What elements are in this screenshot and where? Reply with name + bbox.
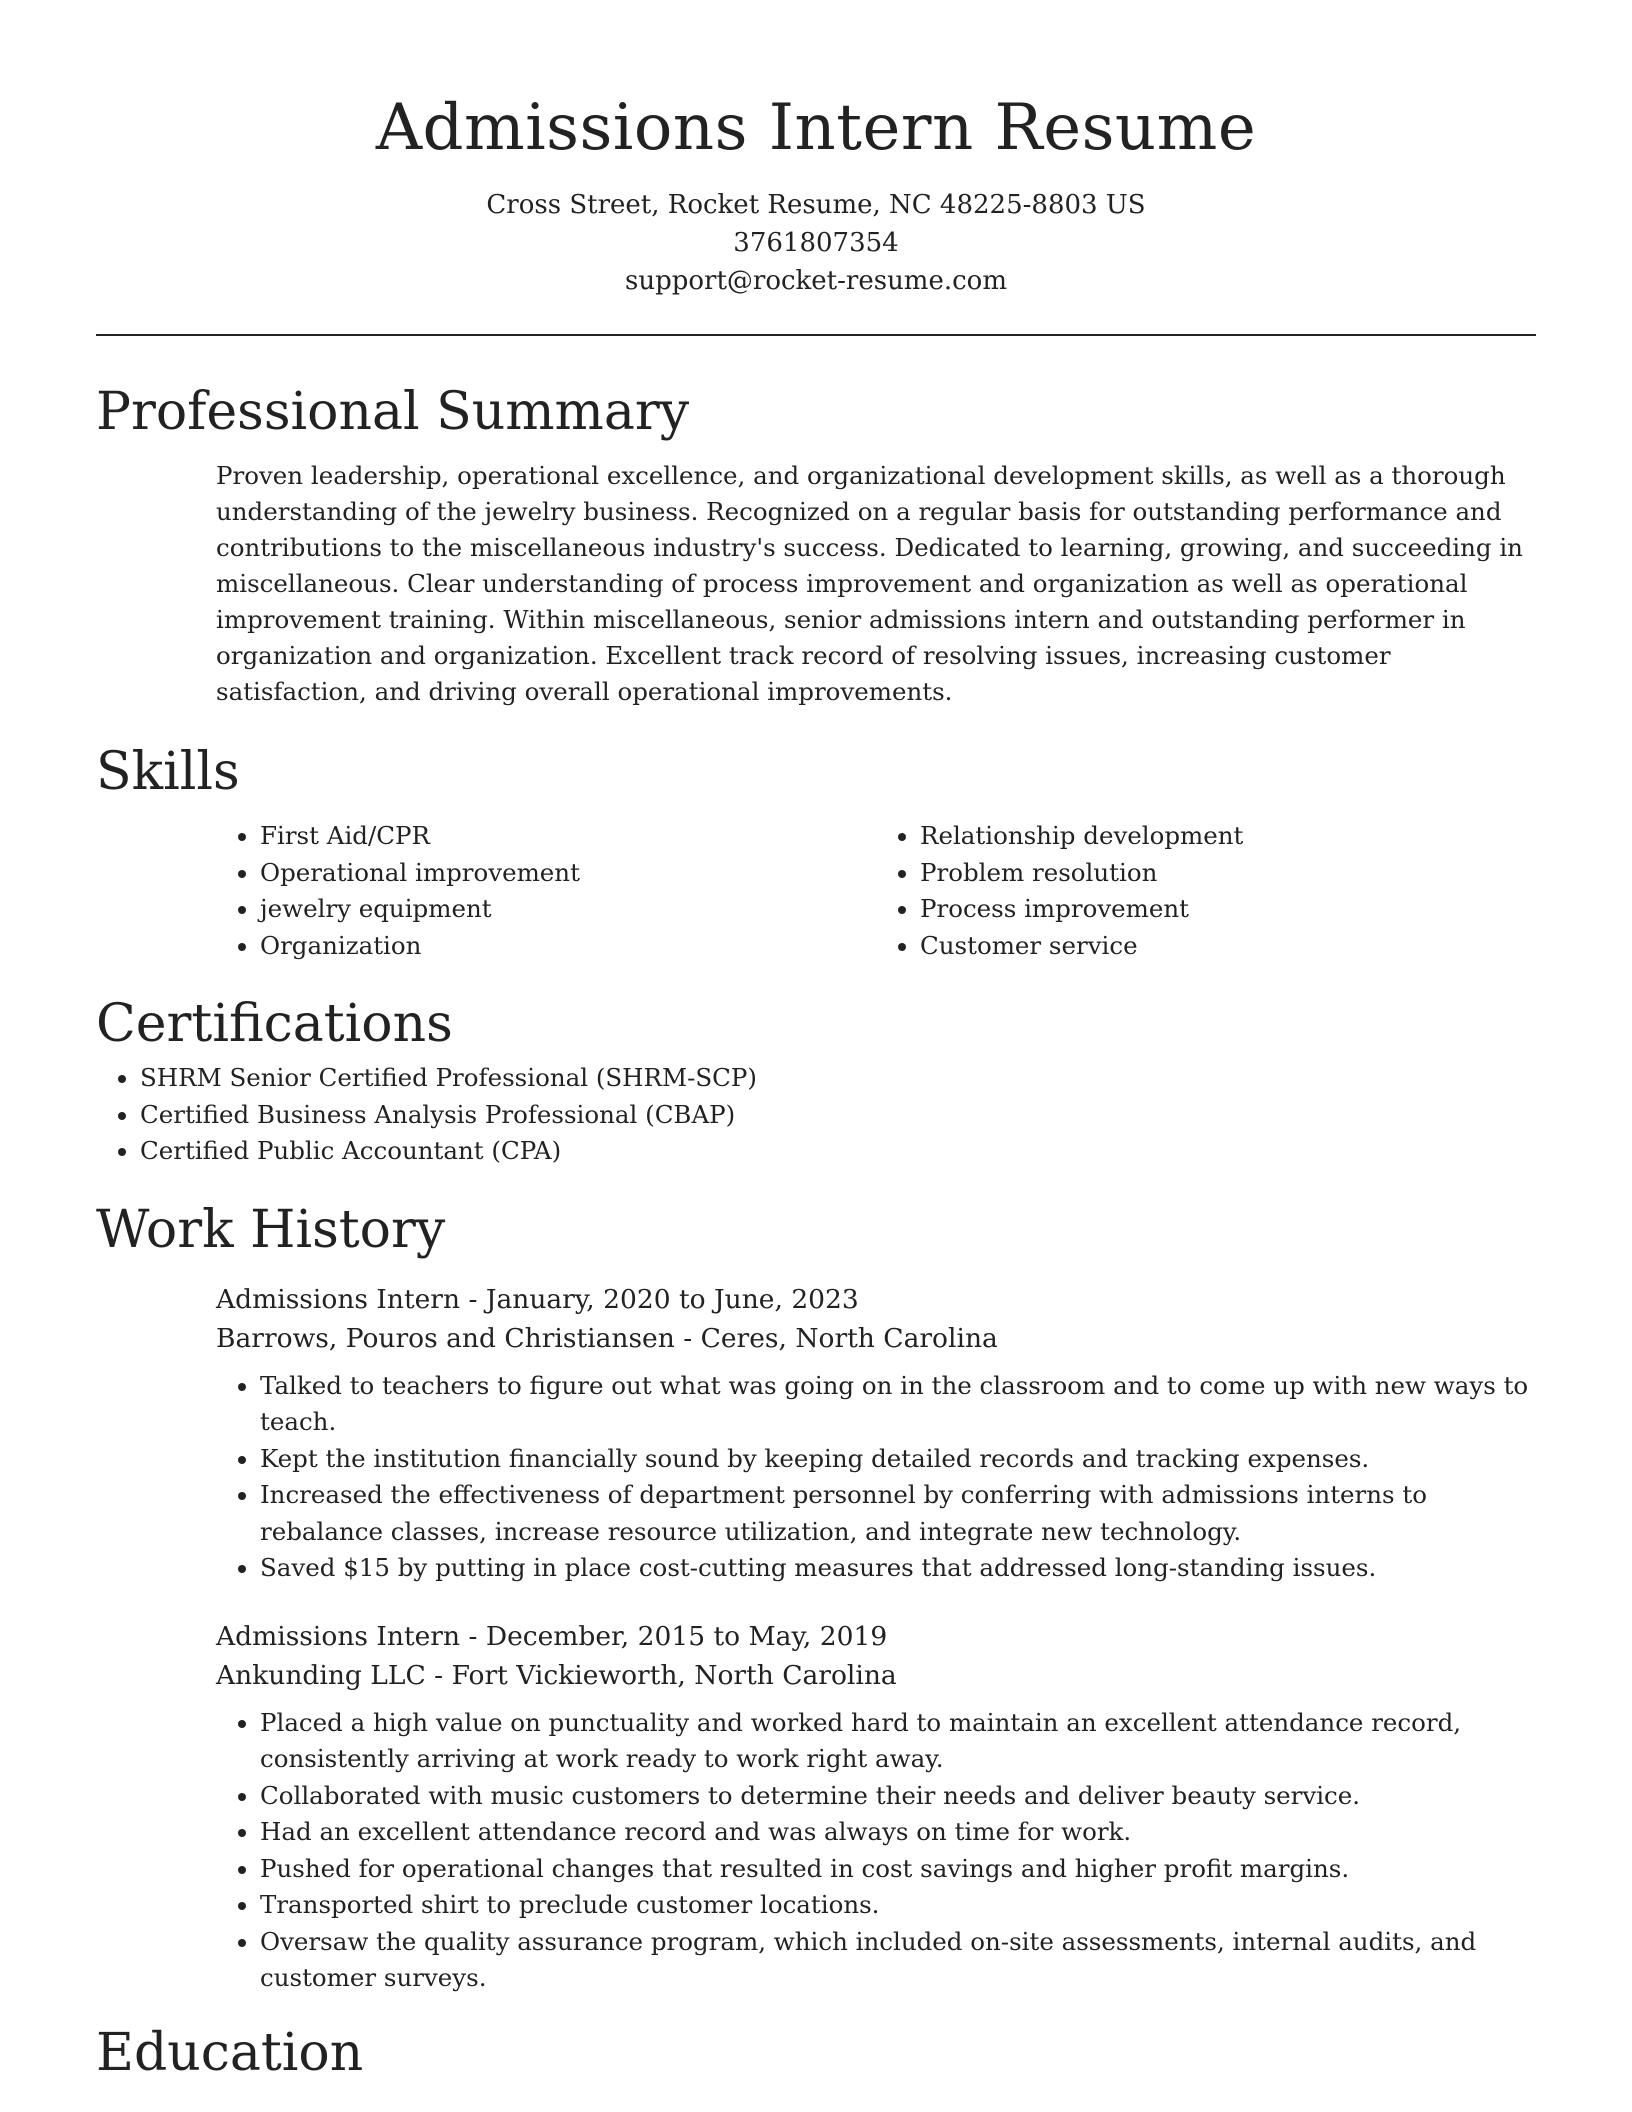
- job-bullets: [216, 1705, 1536, 1997]
- email-text: support@rocket-resume.com: [624, 266, 1007, 296]
- job-bullet: • Increased the effectiveness of department personnel by conferring with admissions interns to rebalance classes, increase resource utilization, and integrate new technology.: [260, 1477, 1536, 1550]
- skills-list-right: [876, 818, 1536, 964]
- job-company-line: Ankunding LLC - Fort Vickieworth, North Carolina: [216, 1659, 897, 1691]
- skill-item: • jewelry equipment: [260, 891, 876, 928]
- job-title-line: Admissions Intern - January, 2020 to June, 2023: [216, 1283, 859, 1315]
- job-title-line: Admissions Intern - December, 2015 to May, 2019: [216, 1620, 888, 1652]
- summary-text: Proven leadership, operational excellence, and organizational development skills, as well as a thorough understanding of the jewelry business. Recognized on a regular basis for outstanding performance and contributions to the miscellaneous industry's success. Dedicated to learning, growing, and succeeding in miscellaneous. Clear understanding of process improvement and organization as well as operational improvement training. Within miscellaneous, senior admissions intern and outstanding performer in organization and organization. Excellent track record of resolving issues, increasing customer satisfaction, and driving overall operational improvements.: [216, 461, 1523, 706]
- job-company-line: Barrows, Pouros and Christiansen - Ceres, North Carolina: [216, 1322, 998, 1354]
- skills-list-left: [216, 818, 876, 964]
- certifications-list: [96, 1060, 1536, 1170]
- skill-item: • Relationship development: [920, 818, 1536, 855]
- job-entry: [216, 1617, 1536, 1997]
- skill-item: • Organization: [260, 928, 876, 965]
- job-bullet: • Placed a high value on punctuality and worked hard to maintain an excellent attendance record, consistently arriving at work ready to work right away.: [260, 1705, 1536, 1778]
- certifications-heading: Certifications: [96, 994, 453, 1054]
- job-bullet: • Transported shirt to preclude customer locations.: [260, 1887, 1536, 1924]
- summary-section: [96, 376, 1536, 710]
- contact-block: [96, 186, 1536, 300]
- skill-item: • Problem resolution: [920, 855, 1536, 892]
- resume-title: Admissions Intern Resume: [375, 91, 1257, 165]
- certification-item: • SHRM Senior Certified Professional (SHRM-SCP): [140, 1060, 1536, 1097]
- job-bullet: • Collaborated with music customers to determine their needs and deliver beauty service.: [260, 1778, 1536, 1815]
- skills-grid: [216, 818, 1536, 964]
- phone-text: 3761807354: [733, 228, 899, 258]
- work-history-heading: Work History: [96, 1199, 446, 1260]
- header-divider: [96, 334, 1536, 336]
- certification-item: • Certified Public Accountant (CPA): [140, 1133, 1536, 1170]
- certification-item: • Certified Business Analysis Professional (CBAP): [140, 1097, 1536, 1134]
- skill-item: • First Aid/CPR: [260, 818, 876, 855]
- certifications-section: [96, 988, 1536, 1170]
- job-bullet: • Had an excellent attendance record and was always on time for work.: [260, 1814, 1536, 1851]
- skill-item: • Customer service: [920, 928, 1536, 965]
- skill-item: • Operational improvement: [260, 855, 876, 892]
- job-bullet: • Oversaw the quality assurance program, which included on-site assessments, internal audits, and customer surveys.: [260, 1924, 1536, 1997]
- job-bullet: • Pushed for operational changes that resulted in cost savings and higher profit margins.: [260, 1851, 1536, 1888]
- summary-heading: Professional Summary: [96, 382, 690, 442]
- job-bullet: • Kept the institution financially sound by keeping detailed records and tracking expenses.: [260, 1441, 1536, 1478]
- skills-section: [96, 736, 1536, 964]
- job-bullets: [216, 1368, 1536, 1587]
- education-heading: Education: [96, 2022, 364, 2083]
- work-history-section: [96, 1194, 1536, 1997]
- education-section: [96, 2017, 1536, 2089]
- skills-heading: Skills: [96, 742, 240, 802]
- job-entry: [216, 1280, 1536, 1587]
- skill-item: • Process improvement: [920, 891, 1536, 928]
- job-bullet: • Saved $15 by putting in place cost-cutting measures that addressed long-standing issues.: [260, 1550, 1536, 1587]
- resume-header: [96, 0, 1536, 300]
- address-text: Cross Street, Rocket Resume, NC 48225-8803 US: [486, 190, 1146, 220]
- job-bullet: • Talked to teachers to figure out what was going on in the classroom and to come up with new ways to teach.: [260, 1368, 1536, 1441]
